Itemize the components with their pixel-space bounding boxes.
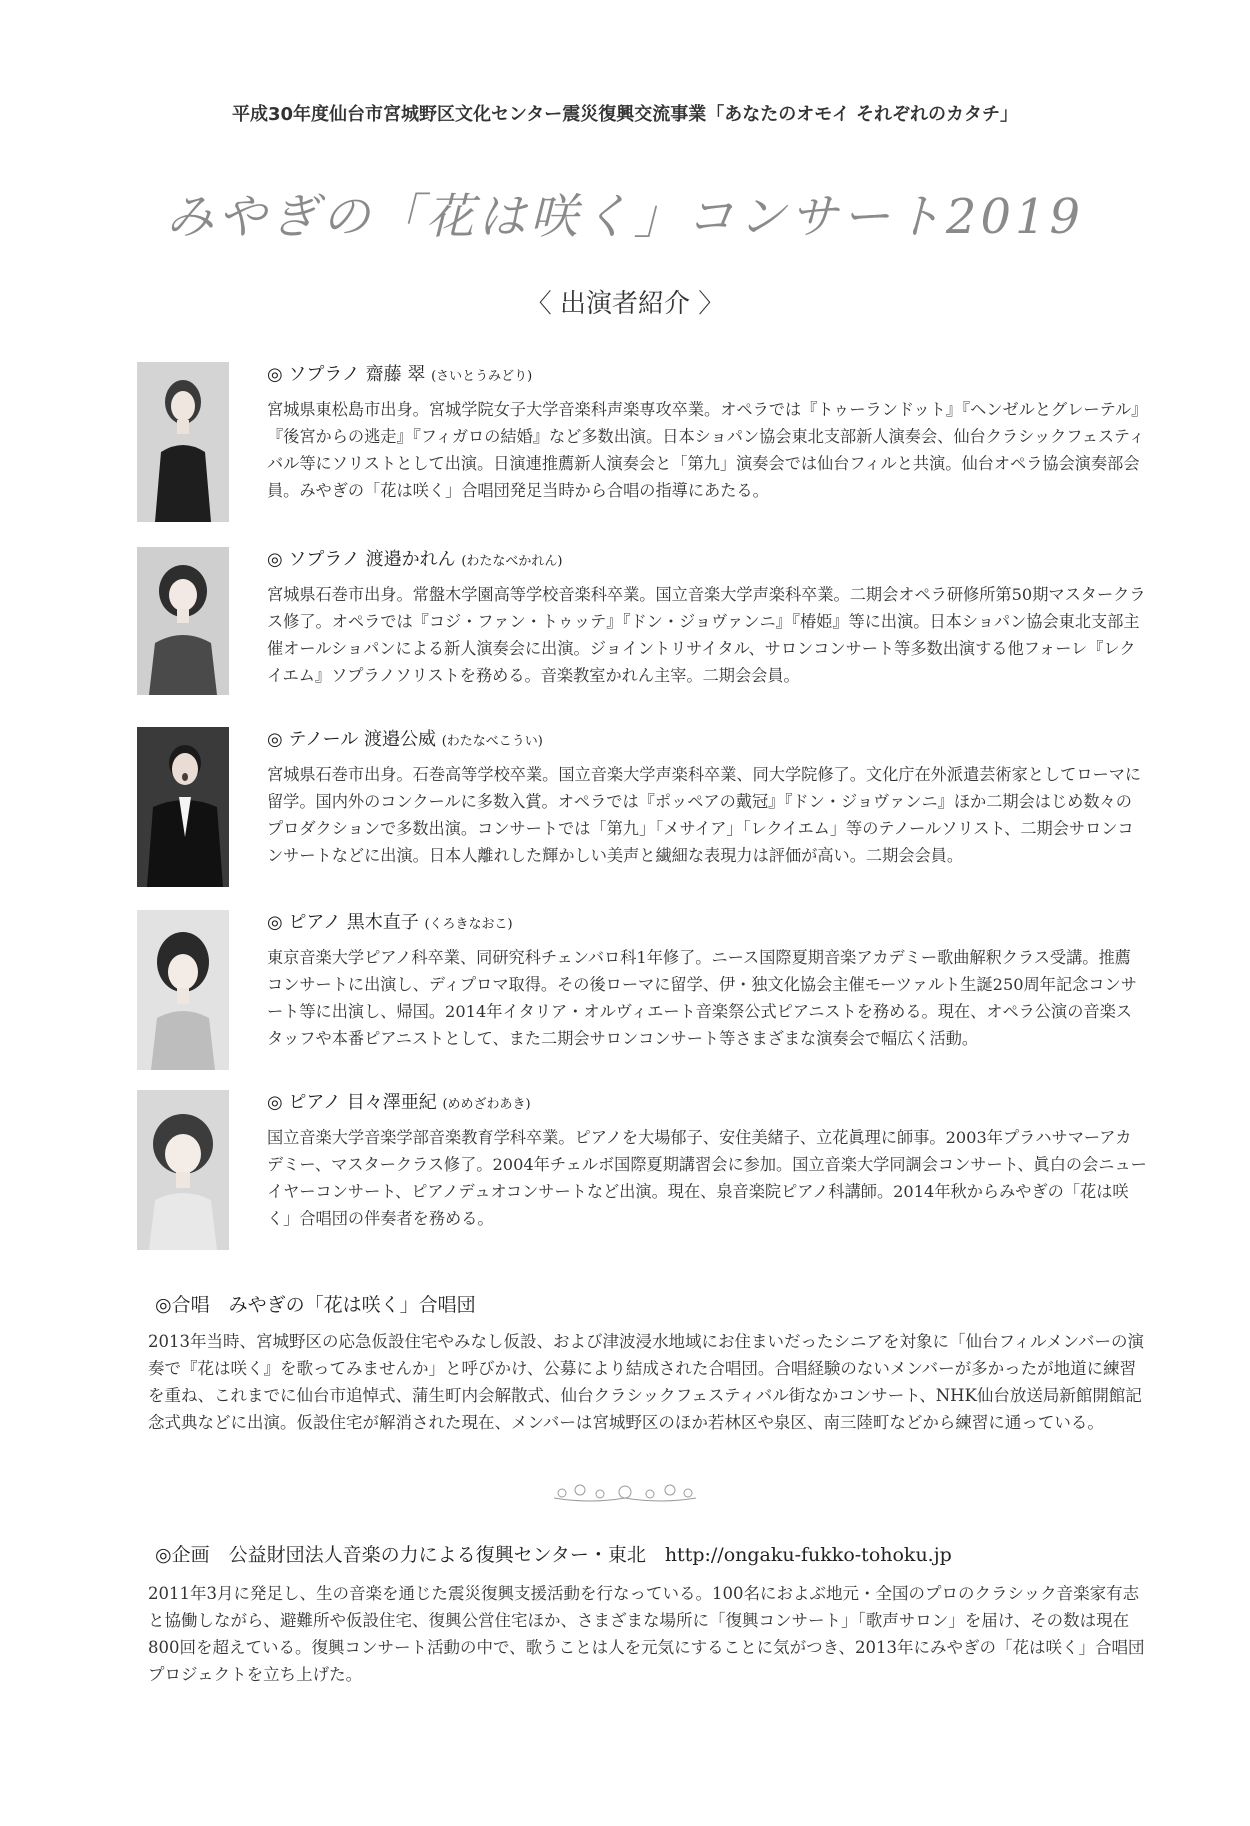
- project-line: 平成30年度仙台市宮城野区文化センター震災復興交流事業「あなたのオモイ それぞれのカタチ」: [231, 104, 1019, 125]
- choir-body: 2013年当時、宮城野区の応急仮設住宅やみなし仮設、および津波浸水地域にお住まいだったシニアを対象に「仙台フィルメンバーの演奏で『花は咲く』を歌ってみませんか」と呼びかけ、公募により結成された合唱団。合唱経験のないメンバーが多かったが地道に練習を重ね、これまでに仙台市追悼式、蒲生町内会解散式、仙台クラシックフェスティバル街なかコンサート、NHK仙台放送局新館開館記念式典などに出演。仮設住宅が解消された現在、メンバーは宮城野区のほか若林区や泉区、南三陸町などから練習に通っている。: [148, 1332, 1145, 1432]
- performer-heading: ◎ ピアノ 黒木直子: [267, 912, 419, 933]
- page-title: みやぎの「花は咲く」コンサート2019: [165, 189, 1085, 245]
- performer-bio: 東京音楽大学ピアノ科卒業、同研究科チェンバロ科1年修了。ニース国際夏期音楽アカデミー歌曲解釈クラス受講。推薦コンサートに出演し、ディプロマ取得。その後ローマに留学、伊・独文化協会主催モーツァルト生誕250周年記念コンサート等に出演し、帰国。2014年イタリア・オルヴィエート音楽祭公式ピアニストを務める。現在、オペラ公演の音楽スタッフや本番ピアニストとして、また二期会サロンコンサート等さまざまな演奏会で幅広く活動。: [267, 948, 1137, 1048]
- performer-kana: (めめざわあき): [442, 1097, 531, 1112]
- performer-heading: ◎ ソプラノ 齋藤 翠: [267, 364, 426, 385]
- performer-photo: [137, 362, 229, 522]
- performer-bio: 宮城県石巻市出身。常盤木学園高等学校音楽科卒業。国立音楽大学声楽科卒業。二期会オペラ研修所第50期マスタークラス修了。オペラでは『コジ・ファン・トゥッテ』『ドン・ジョヴァンニ』『椿姫』等に出演。日本ショパン協会東北支部主催オールショパンによる新人演奏会に出演。ジョイントリサイタル、サロンコンサート等多数出演する他フォーレ『レクイエム』ソプラノソリストを務める。音楽教室かれん主宰。二期会会員。: [267, 585, 1146, 685]
- performer-photo: [137, 910, 229, 1070]
- performer-kana: (わたなべこうい): [441, 734, 543, 749]
- performer-bio: 宮城県東松島市出身。宮城学院女子大学音楽科声楽専攻卒業。オペラでは『トゥーランドット』『ヘンゼルとグレーテル』『後宮からの逃走』『フィガロの結婚』など多数出演。日本ショパン協会東北支部新人演奏会、仙台クラシックフェスティバル等にソリストとして出演。日演連推薦新人演奏会と「第九」演奏会では仙台フィルと共演。仙台オペラ協会演奏部会員。みやぎの「花は咲く」合唱団発足当時から合唱の指導にあたる。: [267, 400, 1145, 500]
- floral-ornament: [550, 1480, 700, 1506]
- performer-photo: [137, 727, 229, 887]
- choir-heading: ◎合唱 みやぎの「花は咲く」合唱団: [155, 1294, 476, 1316]
- performer-photo: [137, 547, 229, 695]
- performer-heading: ◎ テノール 渡邉公威: [267, 729, 436, 750]
- performer-kana: (さいとうみどり): [431, 369, 533, 384]
- performer-bio: 宮城県石巻市出身。石巻高等学校卒業。国立音楽大学声楽科卒業、同大学院修了。文化庁在外派遣芸術家としてローマに留学。国内外のコンクールに多数入賞。オペラでは『ポッペアの戴冠』『ドン・ジョヴァンニ』ほか二期会はじめ数々のプロダクションで多数出演。コンサートでは「第九」「メサイア」「レクイエム」等のテノールソリスト、二期会サロンコンサートなどに出演。日本人離れした輝かしい美声と繊細な表現力は評価が高い。二期会会員。: [267, 765, 1142, 865]
- performer-heading: ◎ ピアノ 目々澤亜紀: [267, 1092, 437, 1113]
- performer-kana: (わたなべかれん): [461, 554, 563, 569]
- planning-heading: ◎企画 公益財団法人音楽の力による復興センター・東北 http://ongaku-fukko-tohoku.jp: [155, 1544, 952, 1566]
- performer-heading: ◎ ソプラノ 渡邉かれん: [267, 549, 456, 570]
- performer-kana: (くろきなおこ): [424, 917, 513, 932]
- planning-body: 2011年3月に発足し、生の音楽を通じた震災復興支援活動を行なっている。100名におよぶ地元・全国のプロのクラシック音楽家有志と協働しながら、避難所や仮設住宅、復興公営住宅ほか、さまざまな場所に「復興コンサート」「歌声サロン」を届け、その数は現在800回を超えている。復興コンサート活動の中で、歌うことは人を元気にすることに気がつき、2013年にみやぎの「花は咲く」合唱団プロジェクトを立ち上げた。: [148, 1584, 1145, 1684]
- section-subtitle: 〈 出演者紹介 〉: [525, 289, 725, 319]
- performer-photo: [137, 1090, 229, 1250]
- performer-bio: 国立音楽大学音楽学部音楽教育学科卒業。ピアノを大場郁子、安住美緒子、立花眞理に師事。2003年プラハサマーアカデミー、マスタークラス修了。2004年チェルボ国際夏期講習会に参加。国立音楽大学同調会コンサート、眞白の会ニューイヤーコンサート、ピアノデュオコンサートなど出演。現在、泉音楽院ピアノ科講師。2014年秋からみやぎの「花は咲く」合唱団の伴奏者を務める。: [267, 1128, 1147, 1228]
